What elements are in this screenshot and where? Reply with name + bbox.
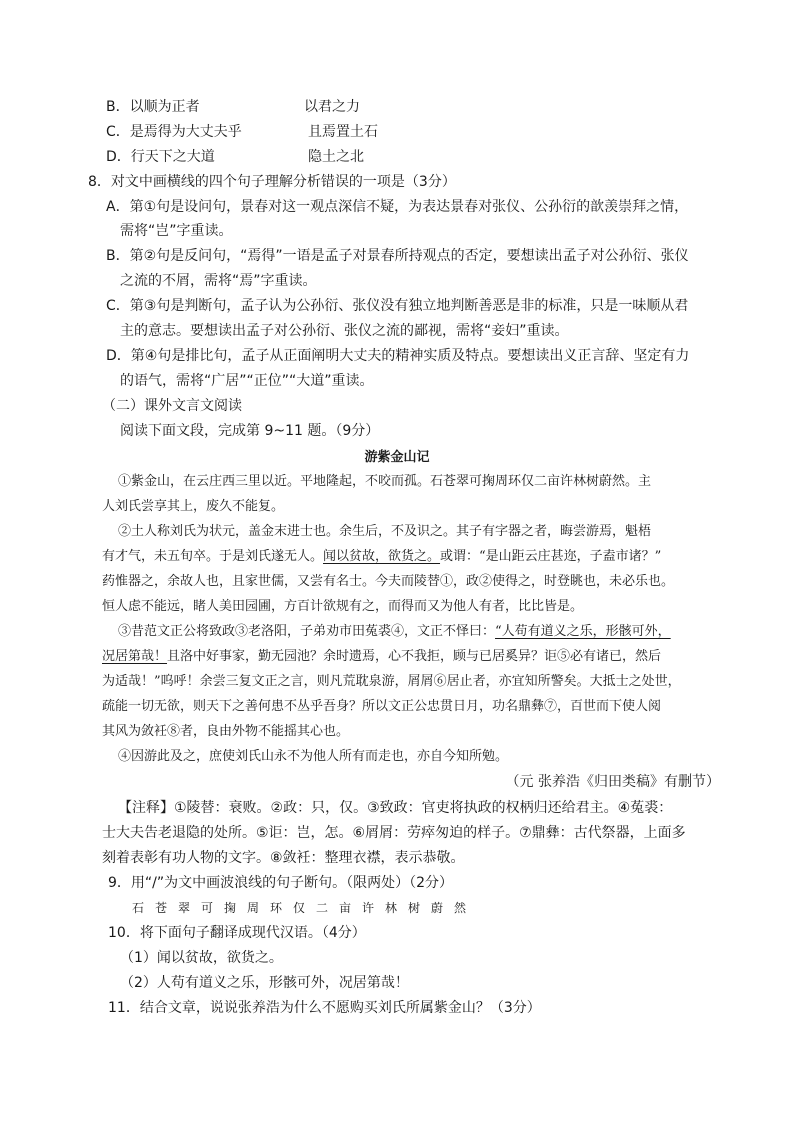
underlined-sentence-2-part2: 况居第哉！ bbox=[102, 649, 168, 664]
q7-option-d bbox=[106, 146, 364, 168]
q8-option-a-line2: 需将“岂”字重读。 bbox=[120, 223, 233, 239]
q10-sentence-2: （2）人苟有道义之乐，形骸可外，况居第哉！ bbox=[120, 975, 409, 991]
passage-p1-line1-text: ①紫金山，在云庄西三里以近。平地隆起，不咬而孤。石苍翠可掬周环仅二亩许林树蔚然。主 bbox=[118, 474, 652, 489]
q10-stem: 10．将下面句子翻译成现代汉语。（4分） bbox=[108, 925, 366, 941]
q7-option-d-right: 隐土之北 bbox=[308, 149, 364, 165]
q10-sentence-1: （1）闻以贫故，欲货之。 bbox=[120, 950, 283, 966]
passage-p3-line2-tail: 且洛中好事家，勤无园池？余时遗焉，心不我拒，顾与已居奚异？讵⑤必有诸已，然后 bbox=[167, 649, 662, 664]
passage-p3-line1-text: ③昔范文正公将致政③老洛阳，子弟劝市田菟裘④，文正不怿曰： bbox=[118, 624, 496, 639]
passage-p2-line2-tail: 或谓：“是山距云庄甚迩，子盍市诸？” bbox=[440, 549, 662, 564]
q9-stem: 9．用“/”为文中画波浪线的句子断句。（限两处）（2分） bbox=[108, 875, 454, 891]
underlined-sentence-2-part1: “人苟有道义之乐，形骸可外， bbox=[495, 624, 671, 639]
passage-p3-line2 bbox=[102, 646, 661, 668]
q8-option-b-line1: B．第②句是反问句，“焉得”一语是孟子对景春所持观点的否定，要想读出孟子对公孙衍、张仪 bbox=[106, 248, 689, 264]
passage-p3-line5: 其风为敛衽⑧者，良由外物不能摇其心也。 bbox=[102, 724, 350, 739]
q11-stem: 11．结合文章，说说张养浩为什么不愿购买刘氏所属紫金山？（3分） bbox=[108, 1000, 541, 1016]
q8-option-a-line1: A．第①句是设问句，景春对这一观点深信不疑，为表达景春对张仪、公孙衍的歆羡崇拜之情， bbox=[106, 199, 689, 215]
q7-option-c-right: 且焉置土石 bbox=[308, 124, 378, 140]
q7-option-b bbox=[106, 96, 360, 118]
passage-source: （元 张养浩《归田类稿》有删节） bbox=[505, 774, 720, 790]
q8-option-c-line1: C．第③句是判断句，孟子认为公孙衍、张仪没有独立地判断善恶是非的标准，只是一味顺从君 bbox=[106, 298, 689, 314]
passage-p2-line1: ②土人称刘氏为状元，盖金末进士也。余生后，不及识之。其子有字器之者，晦尝游焉，魁梧 bbox=[118, 524, 652, 539]
underlined-sentence-1: 闻以贫故，欲货之。 bbox=[323, 549, 441, 564]
passage-p2-line2-text: 有才气，未五旬卒。于是刘氏遂无人。 bbox=[102, 549, 324, 564]
passage-p3-line4: 疏能一切无欲，则天下之善何患不丛乎吾身？所以文正公忠贯日月，功名鼎彝⑦，百世而下使人阅 bbox=[102, 699, 662, 714]
section-instruction: 阅读下面文段，完成第 9~11 题。（9分） bbox=[120, 423, 380, 439]
q7-option-d-left: D．行天下之大道 bbox=[106, 149, 215, 165]
q7-option-c bbox=[106, 121, 378, 143]
passage-p1-line1 bbox=[118, 471, 651, 493]
passage-p2-line4: 恒人虑不能远，睹人美田园圃，方百计欲规有之，而得而又为他人有者，比比皆是。 bbox=[102, 599, 584, 614]
passage-p1-line2: 人刘氏尝享其上，废久不能复。 bbox=[102, 499, 285, 514]
passage-p2-line2 bbox=[102, 546, 661, 568]
q9-sentence: 石苍翠可掬周环仅二亩许林树蔚然 bbox=[132, 901, 478, 915]
notes-line3: 刻着表彰有功人物的文字。⑧敛衽：整理衣襟，表示恭敬。 bbox=[102, 850, 465, 866]
q8-option-b-line2: 之流的不屑，需将“焉”字重读。 bbox=[120, 273, 317, 289]
q8-stem: 8．对文中画横线的四个句子理解分析错误的一项是（3分） bbox=[88, 174, 456, 190]
passage-p2-line3: 药惟器之，余故人也，且家世儒，又尝有名士。今夫而陵替①，政②使得之，时登眺也，未必乐也。 bbox=[102, 574, 675, 589]
q7-option-b-right: 以君之力 bbox=[304, 99, 360, 115]
section-heading: （二）课外文言文阅读 bbox=[102, 398, 242, 414]
q8-option-d-line2: 的语气，需将“广居”“正位”“大道”重读。 bbox=[120, 373, 374, 389]
passage-p4-line1: ④因游此及之，庶使刘氏山永不为他人所有而走也，亦自今知所勉。 bbox=[118, 749, 509, 764]
passage-title: 游紫金山记 bbox=[364, 450, 430, 465]
q8-option-d-line1: D．第④句是排比句，孟子从正面阐明大丈夫的精神实质及特点。要想读出义正言辞、坚定有力 bbox=[106, 348, 690, 364]
passage-p3-line3: 为适哉！”呜呼！余尝三复文正之言，则凡荒耽泉游，屑屑⑥居止者，亦宜知所警矣。大抵士之处世， bbox=[102, 674, 681, 689]
passage-p3-line1 bbox=[118, 621, 671, 643]
q7-option-b-left: B．以顺为正者 bbox=[106, 99, 200, 115]
q8-option-c-line2: 主的意志。要想读出孟子对公孙衍、张仪之流的鄙视，需将“妾妇”重读。 bbox=[120, 323, 569, 339]
q7-option-c-left: C．是焉得为大丈夫乎 bbox=[106, 124, 242, 140]
notes-line2: 士大夫告老退隐的处所。⑤讵：岂，怎。⑥屑屑：劳瘁匆迫的样子。⑦鼎彝：古代祭器，上面多 bbox=[102, 825, 686, 841]
notes-line1: 【注释】①陵替：衰败。②政：只，仅。③致政：官吏将执政的权柄归还给君主。④菟裘： bbox=[118, 800, 673, 816]
